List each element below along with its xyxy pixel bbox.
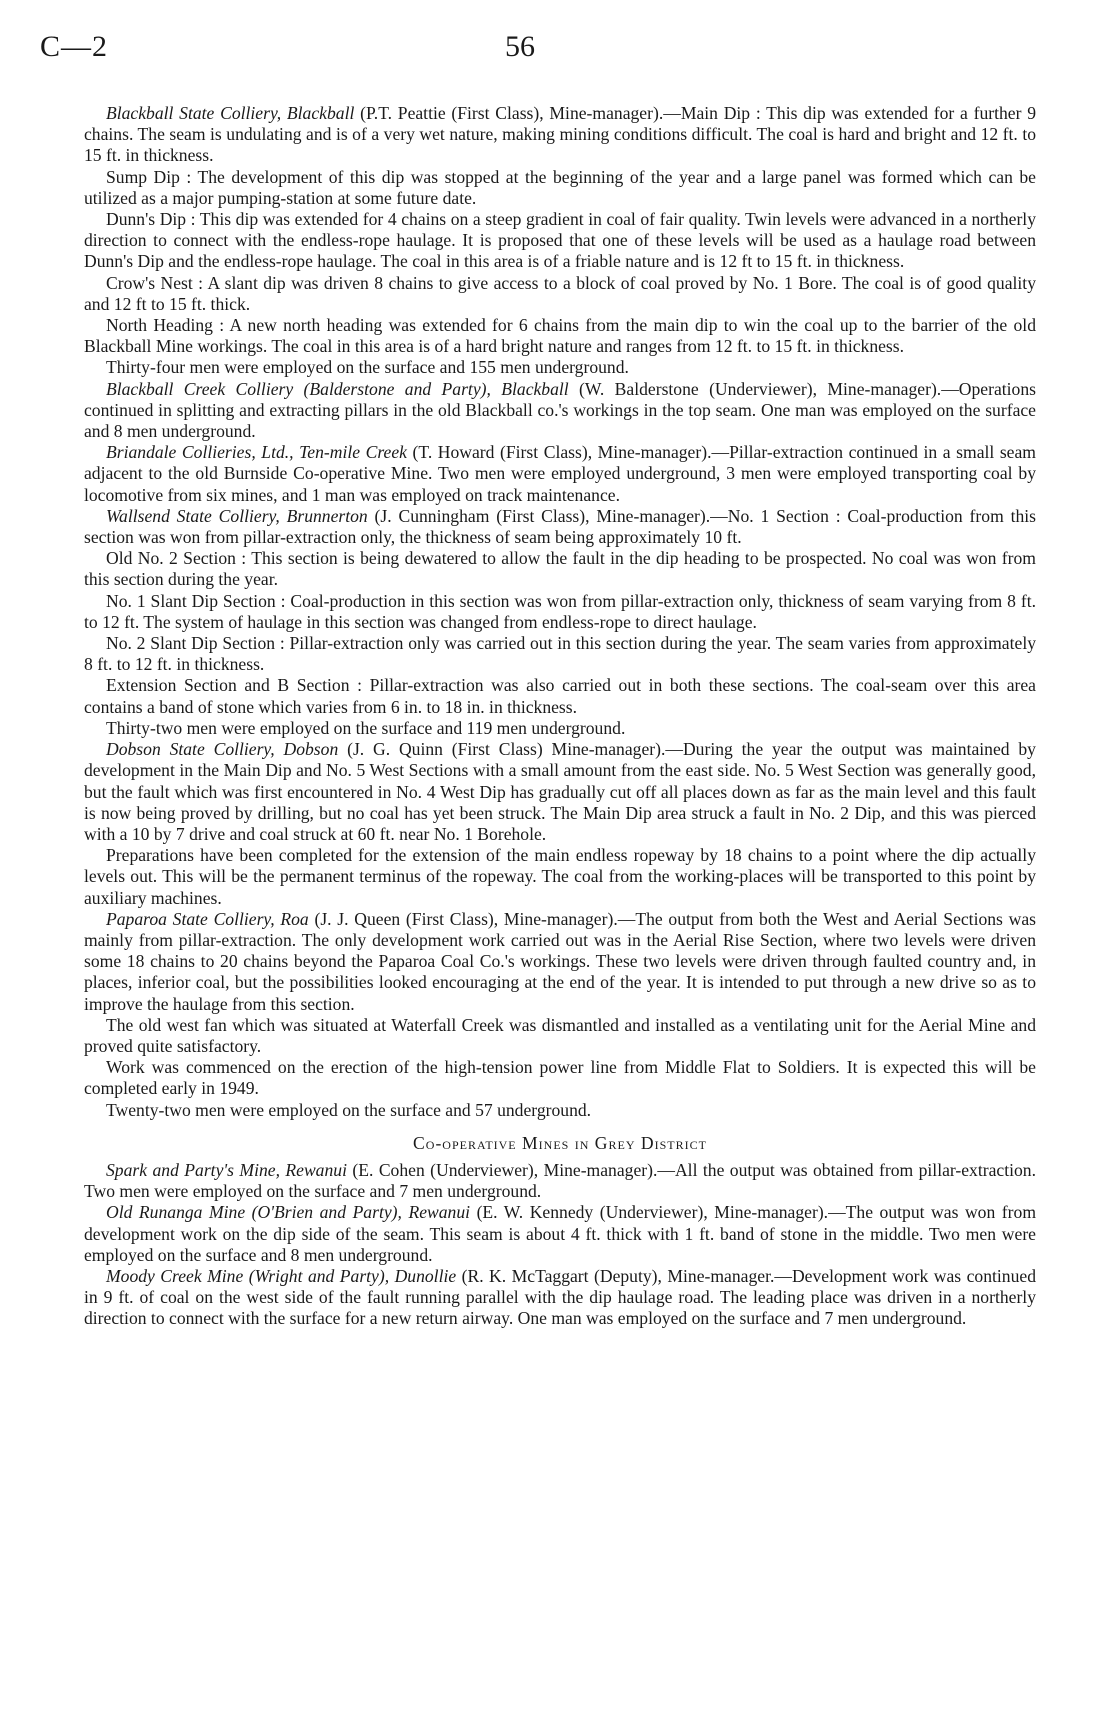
paragraph-text: Preparations have been completed for the extension of the main endless ropeway by 18 chains to a point where the dip actually levels out. This will be the permanent terminus of the ropeway. The coal from the working-places will be transported to this point by auxiliary machines. [84, 845, 1036, 908]
paragraph-italic-lead: Moody Creek Mine (Wright and Party), Dunollie [106, 1265, 457, 1286]
paragraph-text: Twenty-two men were employed on the surface and 57 underground. [106, 1099, 592, 1120]
paragraph [84, 442, 1036, 506]
paragraph-group-1 [84, 103, 1036, 1121]
paragraph-italic-lead: Wallsend State Colliery, Brunnerton [106, 505, 368, 526]
paragraph [84, 1266, 1036, 1330]
paragraph-text: (J. G. Quinn (First Class) Mine-manager).—During the year the output was maintained by development in the Main Dip and No. 5 West Sections with a small amount from the east side. No. 5 West Section was generally good, but the fault which was first encountered in No. 4 West Dip has gradually cut off all places down as far as the main level and this fault is now being proved by drilling, but no coal has yet been struck. The Main Dip area struck a fault in No. 2 Dip, and this was pierced with a 10 by 7 drive and coal struck at 60 ft. near No. 1 Borehole. [84, 739, 1036, 844]
paragraph [84, 209, 1036, 273]
paragraph [84, 739, 1036, 845]
section-heading: Co-operative Mines in Grey District [413, 1132, 707, 1153]
paragraph [84, 357, 1036, 378]
paragraph-text: Work was commenced on the erection of the high-tension power line from Middle Flat to Soldiers. It is expected this will be completed early in 1949. [84, 1057, 1036, 1099]
paragraph-italic-lead: Paparoa State Colliery, Roa [106, 908, 309, 929]
paragraph-text: Thirty-two men were employed on the surface and 119 men underground. [106, 717, 626, 738]
paragraph-text: No. 1 Slant Dip Section : Coal-production in this section was won from pillar-extraction only, thickness of seam varying from 8 ft. to 12 ft. The system of haulage in this section was changed from endless-rope to direct haulage. [84, 590, 1036, 632]
paragraph [84, 273, 1036, 315]
paragraph-italic-lead: Dobson State Colliery, Dobson [106, 739, 339, 760]
paragraph-group-2 [84, 1160, 1036, 1330]
paragraph-text: (E. Cohen (Underviewer), Mine-manager).—All the output was obtained from pillar-extraction. Two men were employed on the surface and 7 men underground. [84, 1159, 1036, 1202]
paragraph [84, 675, 1036, 717]
paragraph-text: North Heading : A new north heading was extended for 6 chains from the main dip to win the coal up to the barrier of the old Blackball Mine workings. The coal in this area is of a hard bright nature and ranges from 12 ft. to 15 ft. in thickness. [84, 315, 1036, 357]
paragraph [84, 379, 1036, 443]
paragraph-text: (P.T. Peattie (First Class), Mine-manager).—Main Dip : This dip was extended for a further 9 chains. The seam is undulating and is of a very wet nature, making mining conditions difficult. The coal is hard and bright and 12 ft. to 15 ft. in thickness. [84, 103, 1036, 166]
paragraph-italic-lead: Spark and Party's Mine, Rewanui [106, 1159, 347, 1180]
paragraph [84, 1100, 1036, 1121]
paragraph [84, 167, 1036, 209]
paragraph-text: (W. Balderstone (Underviewer), Mine-manager).—Operations continued in splitting and extracting pillars in the old Blackball co.'s workings in the top seam. One man was employed on the surface and 8 men underground. [84, 378, 1036, 442]
paragraph [84, 315, 1036, 357]
paragraph-text: Extension Section and B Section : Pillar-extraction was also carried out in both these sections. The coal-seam over this area contains a band of stone which varies from 6 in. to 18 in. in thickness. [84, 675, 1036, 717]
document-body [84, 103, 1036, 1330]
paragraph-text: (T. Howard (First Class), Mine-manager).—Pillar-extraction continued in a small seam adjacent to the old Burnside Co-operative Mine. Two men were employed underground, 3 men were employed transporting coal by locomotive from six mines, and 1 man was employed on track maintenance. [84, 442, 1036, 505]
paragraph-italic-lead: Blackball State Colliery, Blackball [106, 103, 355, 123]
paragraph-text: Sump Dip : The development of this dip was stopped at the beginning of the year and a large panel was formed which can be utilized as a major pumping-station at some future date. [84, 166, 1036, 208]
paragraph [84, 103, 1036, 167]
section-code: C—2 [40, 30, 109, 63]
paragraph [84, 1015, 1036, 1057]
paragraph-italic-lead: Blackball Creek Colliery (Balderstone and Party), Blackball [106, 378, 569, 399]
paragraph-italic-lead: Briandale Collieries, Ltd., Ten-mile Creek [106, 442, 407, 463]
paragraph-text: (E. W. Kennedy (Underviewer), Mine-manager).—The output was won from development work on the dip side of the seam. This seam is about 4 ft. thick with 1 ft. band of stone in the middle. Two men were employed on the surface and 8 men underground. [84, 1202, 1036, 1265]
paragraph [84, 1057, 1036, 1099]
paragraph [84, 506, 1036, 548]
paragraph [84, 633, 1036, 675]
paragraph-text: Thirty-four men were employed on the surface and 155 men underground. [106, 357, 629, 378]
paragraph [84, 548, 1036, 590]
paragraph [84, 909, 1036, 1015]
page-number: 56 [505, 30, 535, 63]
paragraph-text: Crow's Nest : A slant dip was driven 8 chains to give access to a block of coal proved by No. 1 Bore. The coal is of good quality and 12 ft to 15 ft. thick. [84, 272, 1036, 314]
paragraph-text: (R. K. McTaggart (Deputy), Mine-manager.—Development work was continued in 9 ft. of coal on the west side of the fault running parallel with the dip haulage road. The leading place was driven in a northerly direction to connect with the surface for a new return airway. One man was employed on the surface and 7 men underground. [84, 1265, 1036, 1329]
paragraph-text: (J. J. Queen (First Class), Mine-manager).—The output from both the West and Aerial Sections was mainly from pillar-extraction. The only development work carried out was in the Aerial Rise Section, where two levels were driven some 18 chains to 20 chains beyond the Paparoa Coal Co.'s workings. These two levels were driven through faulted country and, in places, inferior coal, but the possibilities looked encouraging at the end of the year. It is intended to put through a new drive so as to improve the haulage from this section. [84, 908, 1036, 1014]
paragraph-text: Dunn's Dip : This dip was extended for 4 chains on a steep gradient in coal of fair quality. Twin levels were advanced in a northerly direction to connect with the endless-rope haulage. It is proposed that one of these levels will be used as a haulage road between Dunn's Dip and the endless-rope haulage. The coal in this area is of a friable nature and is 12 ft to 15 ft. in thickness. [84, 209, 1036, 272]
paragraph [84, 1202, 1036, 1266]
paragraph [84, 591, 1036, 633]
paragraph-text: (J. Cunningham (First Class), Mine-manager).—No. 1 Section : Coal-production from this section was won from pillar-extraction only, the thickness of seam being approximately 10 ft. [84, 505, 1036, 548]
paragraph-text: The old west fan which was situated at Waterfall Creek was dismantled and installed as a ventilating unit for the Aerial Mine and proved quite satisfactory. [84, 1014, 1036, 1056]
paragraph-text: No. 2 Slant Dip Section : Pillar-extraction only was carried out in this section during the year. The seam varies from approximately 8 ft. to 12 ft. in thickness. [84, 633, 1036, 675]
paragraph [84, 1160, 1036, 1202]
paragraph-italic-lead: Old Runanga Mine (O'Brien and Party), Rewanui [106, 1202, 471, 1223]
paragraph-text: Old No. 2 Section : This section is being dewatered to allow the fault in the dip heading to be prospected. No coal was won from this section during the year. [84, 548, 1036, 590]
paragraph [84, 845, 1036, 909]
paragraph [84, 718, 1036, 739]
